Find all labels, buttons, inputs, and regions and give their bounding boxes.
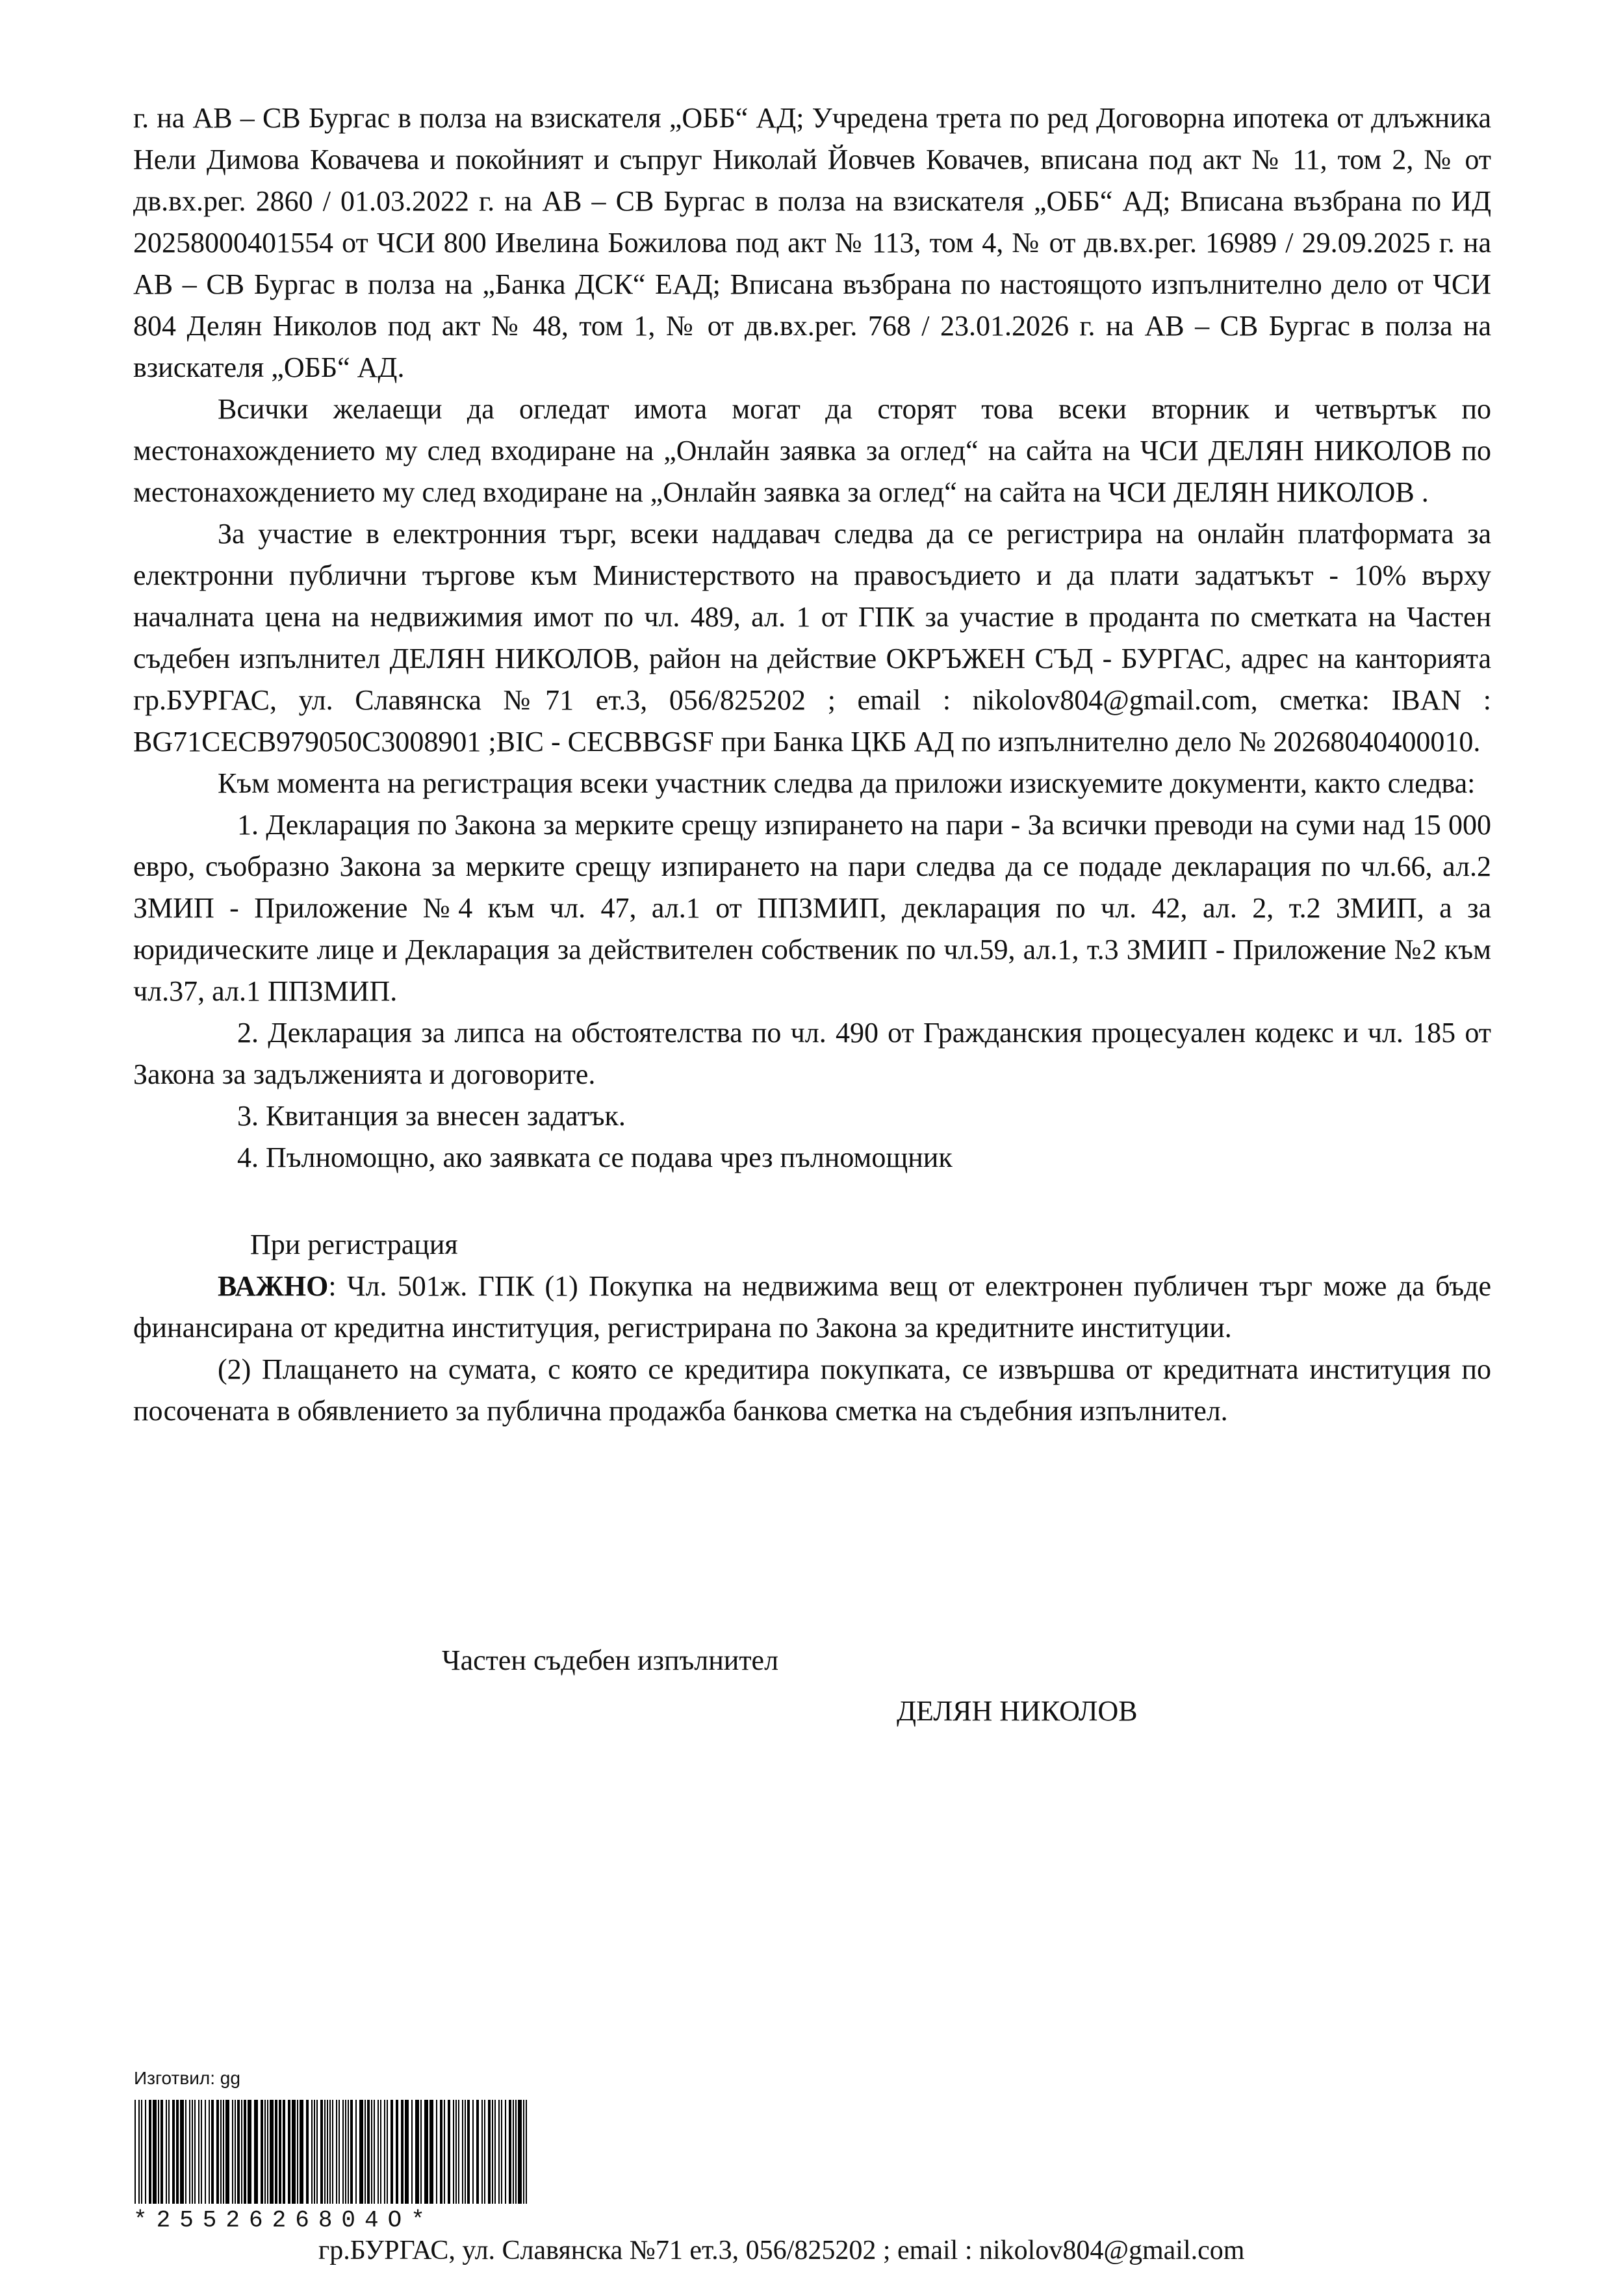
signature-name: ДЕЛЯН НИКОЛОВ [897,1695,1138,1727]
paragraph-required-documents: Към момента на регистрация всеки участник следва да приложи изискуемите документи, както следва: [218,767,1476,799]
paragraph-payment: (2) Плащането на сумата, с която се кредитира покупката, се извършва от кредитната институция по посочената в обявлението за публична продажба банкова сметка на съдебния изпълнител. [133,1353,1491,1427]
spacer [133,1179,1491,1224]
registration-label: При регистрация [250,1229,458,1260]
important-label: ВАЖНО [218,1270,329,1302]
barcode-image [133,2100,530,2204]
signature-title: Частен съдебен изпълнител [442,1644,779,1676]
paragraph-viewing: Всички желаещи да огледат имота могат да сторят това всеки вторник и четвъртък по местонахождението му след входиране на „Онлайн заявка за оглед“ на сайта на ЧСИ ДЕЛЯН НИКОЛОВ по местонахождението му след входиране на „Онлайн заявка за оглед“ на сайта на ЧСИ ДЕЛЯН НИКОЛОВ . [133,393,1491,508]
list-item-deposit-receipt: 3. Квитанция за внесен задатък. [237,1100,626,1132]
paragraph-important [133,1266,1491,1349]
document-body [133,97,1491,1432]
footer-address: гр.БУРГАС, ул. Славянска №71 ет.3, 056/825202 ; email : nikolov804@gmail.com [318,2236,1245,2265]
list-item-power-of-attorney: 4. Пълномощно, ако заявката се подава чрез пълномощник [237,1142,953,1173]
paragraph-auction-participation: За участие в електронния търг, всеки наддавач следва да се регистрира на онлайн платформата за електронни публични търгове към Министерството на правосъдието и да плати задатъкът - 10% върху началната цена на недвижимия имот по чл. 489, ал. 1 от ГПК за участие в продантa по сметката на Частен съдебен изпълнител ДЕЛЯН НИКОЛОВ, район на действие ОКРЪЖЕН СЪД - БУРГАС, адрес на канторията гр.БУРГАС, ул. Славянска №71 ет.3, 056/825202 ; email : nikolov804@gmail.com, сметка: IBAN : BG71CECB979050C3008901 ;BIC - CECBBGSF при Банка ЦКБ АД по изпълнително дело № 20268040400010. [133,518,1491,758]
barcode-text: *2552626804O* [133,2207,434,2234]
paragraph-encumbrances: г. на АВ – СВ Бургас в полза на взискателя „ОББ“ АД; Учредена трета по ред Договорна ипотека от длъжника Нели Димова Ковачева и покойният и съпруг Николай Йовчев Ковачев, вписана под акт № 11, том 2, № от дв.вх.рег. 2860 / 01.03.2022 г. на АВ – СВ Бургас в полза на взискателя „ОББ“ АД; Вписана възбрана по ИД 20258000401554 от ЧСИ 800 Ивелина Божилова под акт № 113, том 4, № от дв.вх.рег. 16989 / 29.09.2025 г. на АВ – СВ Бургас в полза на „Банка ДСК“ ЕАД; Вписана възбрана по настоящото изпълнително дело от ЧСИ 804 Делян Николов под акт № 48, том 1, № от дв.вх.рег. 768 / 23.01.2026 г. на АВ – СВ Бургас в полза на взискателя „ОББ“ АД. [133,102,1491,383]
list-item-declaration-aml: 1. Декларация по Закона за мерките срещу изпирането на пари - За всички преводи на суми над 15 000 евро, съобразно Закона за мерките срещу изпирането на пари следва да се подаде декларация по чл.66, ал.2 ЗМИП - Приложение №4 към чл. 47, ал.1 от ППЗМИП, декларация по чл. 42, ал. 2, т.2 ЗМИП, а за юридическите лице и Декларация за действителен собственик по чл.59, ал.1, т.3 ЗМИП - Приложение №2 към чл.37, ал.1 ППЗМИП. [133,809,1491,1007]
list-item-declaration-490: 2. Декларация за липса на обстоятелства по чл. 490 от Гражданския процесуален кодекс и чл. 185 от Закона за задълженията и договорите. [133,1017,1491,1090]
prepared-by: Изготвил: gg [134,2068,240,2088]
important-text: : Чл. 501ж. ГПК (1) Покупка на недвижима вещ от електронен публичен търг може да бъде финансирана от кредитна институция, регистрирана по Закона за кредитните институции. [133,1270,1491,1344]
